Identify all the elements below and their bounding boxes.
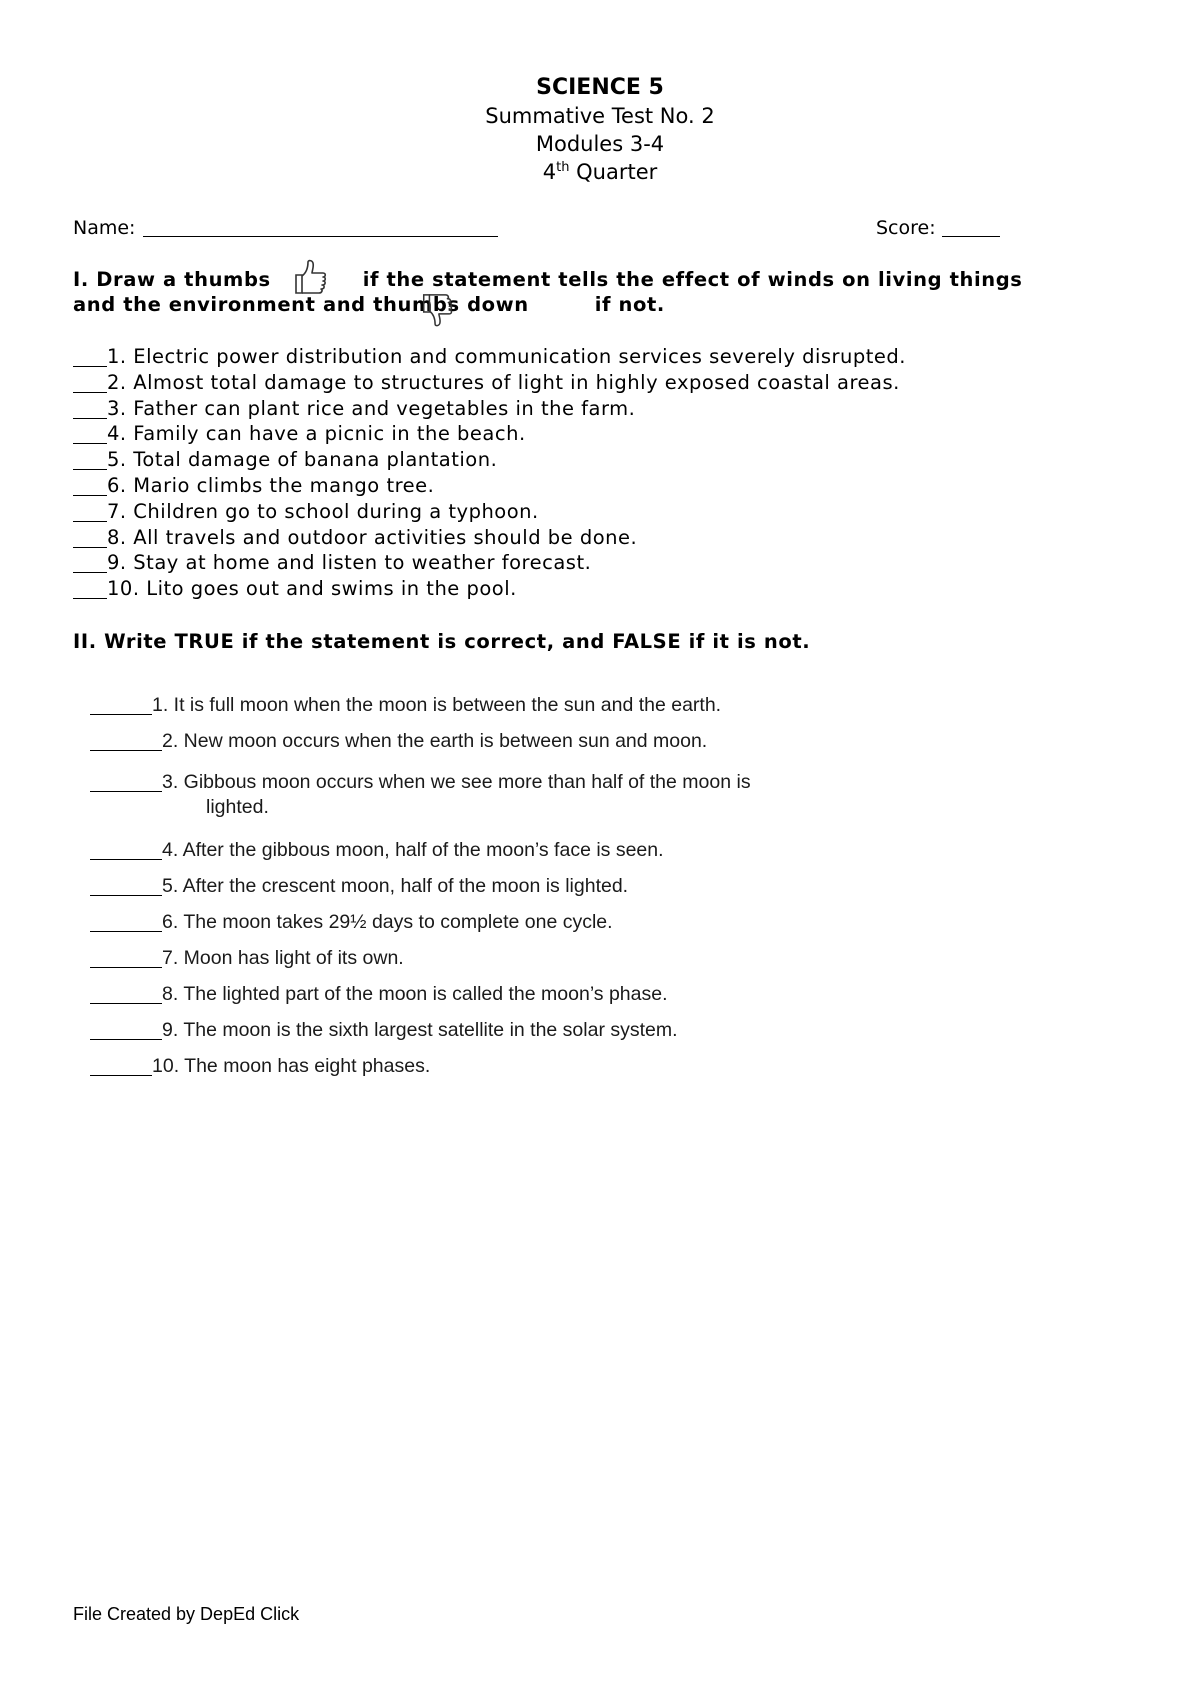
- list-item: [73, 447, 906, 473]
- item-text: 2. Almost total damage to structures of light in highly exposed coastal areas.: [107, 370, 900, 394]
- item-text: 9. Stay at home and listen to weather forecast.: [107, 551, 592, 575]
- quarter-label: [0, 158, 1200, 186]
- item-text: 10. Lito goes out and swims in the pool.: [107, 577, 517, 601]
- answer-blank[interactable]: [73, 373, 107, 393]
- item-text: 5. Total damage of banana plantation.: [107, 448, 498, 472]
- part1-instruction-d: if not.: [594, 293, 665, 316]
- quarter-suffix: th: [556, 160, 570, 175]
- item-text: 2. New moon occurs when the earth is between sun and moon.: [162, 730, 708, 752]
- name-field: [73, 216, 498, 239]
- name-input-line[interactable]: [143, 216, 498, 237]
- list-item: [73, 499, 906, 525]
- part2-instruction: II. Write TRUE if the statement is correct, and FALSE if it is not.: [73, 630, 811, 653]
- thumbs-down-icon: [418, 293, 456, 329]
- thumbs-up-icon: [290, 257, 330, 297]
- item-text: 3. Father can plant rice and vegetables in the farm.: [107, 396, 636, 420]
- list-item: [73, 473, 906, 499]
- item-text: 1. Electric power distribution and communication services severely disrupted.: [107, 345, 907, 368]
- item-text: 10. The moon has eight phases.: [152, 1055, 431, 1077]
- item-text: 4. Family can have a picnic in the beach.: [107, 422, 526, 446]
- score-label: Score:: [876, 217, 936, 239]
- modules-label: Modules 3-4: [535, 132, 665, 156]
- list-item: [90, 875, 628, 898]
- item-text: 3. Gibbous moon occurs when we see more than half of the moon is: [162, 771, 751, 793]
- item-text: 5. After the crescent moon, half of the moon is lighted.: [162, 875, 629, 897]
- list-item: [90, 839, 664, 862]
- item-text: 4. After the gibbous moon, half of the moon’s face is seen.: [162, 839, 664, 861]
- list-item: [73, 550, 906, 576]
- answer-blank[interactable]: [90, 772, 162, 792]
- header: [0, 74, 1200, 186]
- quarter-number: 4: [542, 160, 557, 184]
- answer-blank[interactable]: [90, 840, 162, 860]
- list-item: [90, 1055, 430, 1078]
- list-item: [73, 576, 906, 602]
- item-3-continuation: lighted.: [206, 796, 269, 818]
- item-text: 6. Mario climbs the mango tree.: [107, 473, 435, 497]
- part1-instruction-b: if the statement tells the effect of winds on living things: [362, 268, 1023, 291]
- answer-blank[interactable]: [73, 450, 107, 470]
- answer-blank[interactable]: [73, 553, 107, 573]
- quarter-word: Quarter: [576, 160, 658, 184]
- page-title: SCIENCE 5: [536, 75, 664, 100]
- list-item: [90, 983, 668, 1006]
- score-field: [876, 216, 1000, 239]
- list-item: [73, 525, 906, 551]
- part1-instruction-a: I. Draw a thumbs: [73, 268, 271, 291]
- list-item: [73, 370, 906, 396]
- item-text: 8. The lighted part of the moon is called the moon’s phase.: [162, 983, 668, 1005]
- answer-blank[interactable]: [90, 695, 152, 715]
- list-item: [73, 344, 906, 370]
- answer-blank[interactable]: [73, 579, 107, 599]
- list-item: [90, 947, 404, 970]
- list-item: [90, 1019, 678, 1042]
- answer-blank[interactable]: [90, 1056, 152, 1076]
- answer-blank[interactable]: [73, 476, 107, 496]
- part1-instruction-c: and the environment and thumbs down: [73, 293, 529, 316]
- part1-list: [73, 344, 906, 602]
- footer-credit: File Created by DepEd Click: [73, 1604, 300, 1624]
- test-subtitle: Summative Test No. 2: [485, 104, 715, 128]
- answer-blank[interactable]: [90, 1020, 162, 1040]
- list-item: [73, 396, 906, 422]
- list-item: [90, 730, 707, 753]
- list-item: [73, 421, 906, 447]
- list-item: [90, 771, 751, 794]
- item-text: 8. All travels and outdoor activities should be done.: [107, 525, 638, 549]
- item-text: 7. Moon has light of its own.: [162, 947, 404, 969]
- answer-blank[interactable]: [90, 876, 162, 896]
- score-input-line[interactable]: [942, 216, 1000, 237]
- answer-blank[interactable]: [90, 731, 162, 751]
- item-text: 6. The moon takes 29½ days to complete one cycle.: [162, 911, 613, 933]
- item-text: 1. It is full moon when the moon is between the sun and the earth.: [152, 694, 722, 716]
- answer-blank[interactable]: [73, 347, 107, 367]
- answer-blank[interactable]: [90, 984, 162, 1004]
- answer-blank[interactable]: [73, 528, 107, 548]
- item-text: 9. The moon is the sixth largest satellite in the solar system.: [162, 1019, 678, 1041]
- answer-blank[interactable]: [73, 502, 107, 522]
- answer-blank[interactable]: [90, 948, 162, 968]
- item-text: 7. Children go to school during a typhoon.: [107, 499, 539, 523]
- answer-blank[interactable]: [90, 912, 162, 932]
- answer-blank[interactable]: [73, 399, 107, 419]
- list-item: [90, 694, 721, 717]
- part1-instruction: [73, 267, 1133, 317]
- name-label: Name:: [73, 217, 136, 239]
- answer-blank[interactable]: [73, 424, 107, 444]
- list-item: [90, 911, 613, 934]
